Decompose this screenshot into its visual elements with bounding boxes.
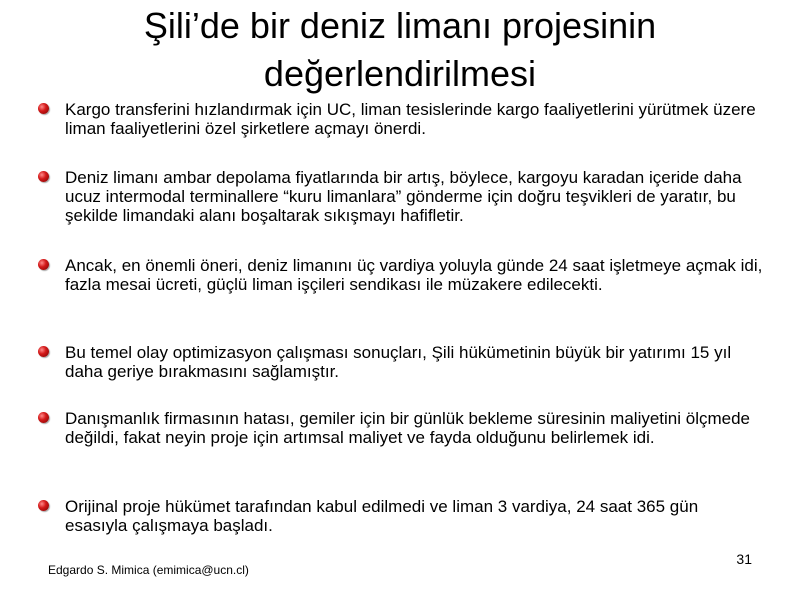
- bullet-text: Bu temel olay optimizasyon çalışması sonuçları, Şili hükümetinin büyük bir yatırımı 15 yıl daha geriye bırakmasını sağlamıştır.: [65, 343, 732, 381]
- red-sphere-bullet-icon: [38, 346, 49, 357]
- red-sphere-bullet-icon: [38, 171, 49, 182]
- bullet-text: Danışmanlık firmasının hatası, gemiler için bir günlük bekleme süresinin maliyetini ölçmede değildi, fakat neyin proje için artımsal maliyet ve fayda olduğunu belirlemek idi.: [65, 409, 751, 447]
- bullet-text: Deniz limanı ambar depolama fiyatlarında bir artış, böylece, kargoyu karadan içeride daha ucuz intermodal terminallere “kuru limanlara” gönderme için doğru teşvikleri de yaratır, bu şekilde limandaki alanı boşaltarak sıkışmayı hafifletir.: [65, 168, 742, 225]
- bullet-text: Kargo transferini hızlandırmak için UC, liman tesislerinde kargo faaliyetlerini yürütmek üzere liman faaliyetlerini özel şirketlere açmayı önerdi.: [65, 100, 756, 138]
- red-sphere-bullet-icon: [38, 259, 49, 270]
- red-sphere-bullet-icon: [38, 103, 49, 114]
- red-sphere-bullet-icon: [38, 412, 49, 423]
- red-sphere-bullet-icon: [38, 500, 49, 511]
- bullet-text: Ancak, en önemli öneri, deniz limanını üç vardiya yoluyla günde 24 saat işletmeye açmak idi, fazla mesai ücreti, güçlü liman işçileri sendikası ile müzakere edilecekti.: [65, 256, 763, 294]
- footer-author: Edgardo S. Mimica (emimica@ucn.cl): [48, 563, 249, 577]
- slide-title: Şili’de bir deniz limanı projesinin değerlendirilmesi: [143, 5, 657, 94]
- bullet-text: Orijinal proje hükümet tarafından kabul edilmedi ve liman 3 vardiya, 24 saat 365 gün esasıyla çalışmaya başladı.: [65, 497, 699, 535]
- page-number: 31: [736, 551, 752, 567]
